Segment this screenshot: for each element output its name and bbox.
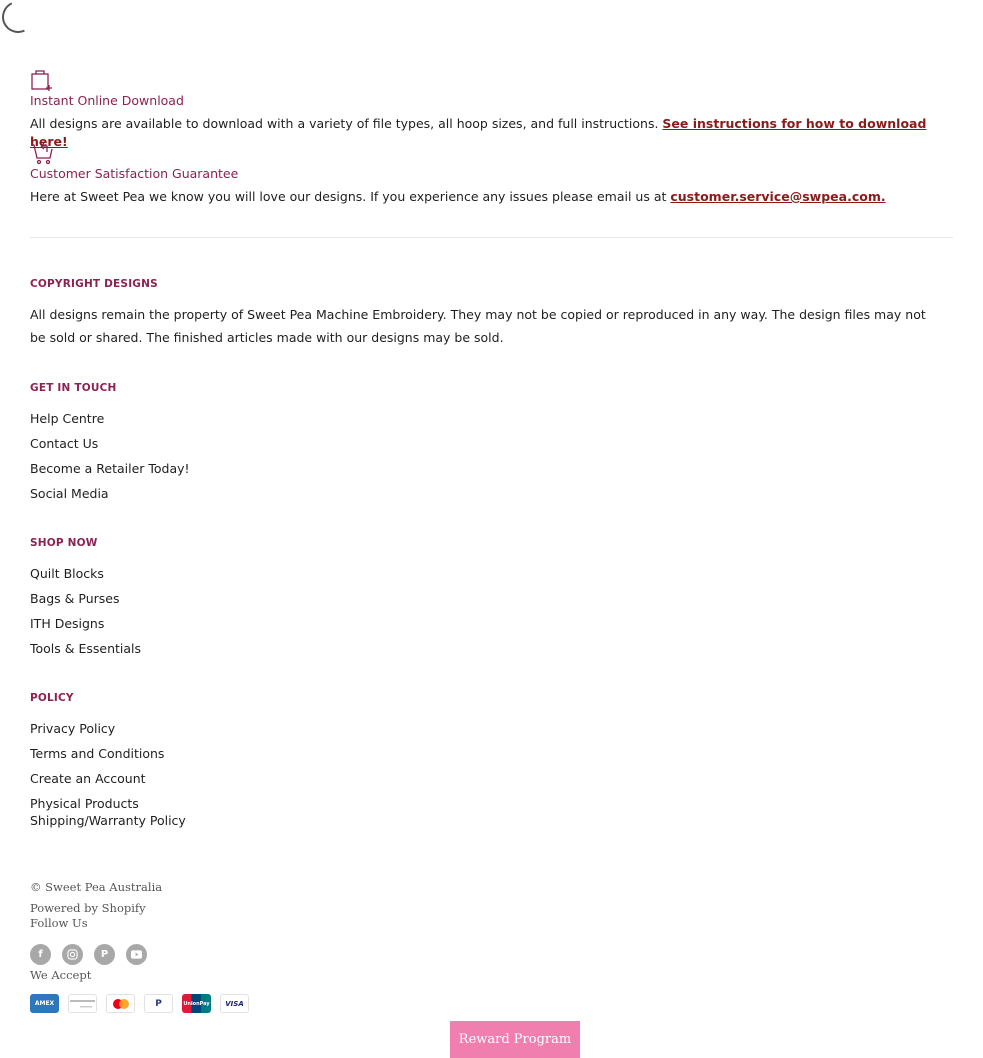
shopping-bag-plus-icon [30, 68, 54, 92]
social-links [30, 944, 147, 965]
shop-now-links [30, 561, 141, 661]
unionpay-icon: UnionPay [182, 994, 211, 1013]
facebook-icon[interactable]: f [30, 944, 51, 965]
copyright-text: All designs remain the property of Sweet Pea Machine Embroidery. They may not be copied or reproduced in any way. The design files may not be sold or shared. The finished articles made with our designs may be sold. [30, 307, 926, 345]
feature-description: Here at Sweet Pea we know you will love our designs. If you experience any issues please email us at [30, 189, 667, 204]
policy-links [30, 716, 186, 829]
divider [30, 237, 953, 238]
link-bags-purses[interactable]: Bags & Purses [30, 591, 120, 606]
reward-program-button[interactable]: Reward Program [450, 1021, 580, 1058]
pinterest-icon[interactable]: P [94, 944, 115, 965]
payment-methods [30, 994, 249, 1013]
feature-text [30, 188, 953, 206]
mastercard-icon [106, 994, 135, 1013]
link-contact-us[interactable]: Contact Us [30, 436, 99, 451]
copyright-heading: COPYRIGHT DESIGNS [30, 278, 158, 290]
link-physical-products[interactable]: Physical Products [30, 796, 139, 811]
cart-return-icon [30, 141, 54, 165]
paypal-icon: P [144, 994, 173, 1013]
link-ith-designs[interactable]: ITH Designs [30, 616, 105, 631]
link-privacy-policy[interactable]: Privacy Policy [30, 721, 116, 736]
link-create-account[interactable]: Create an Account [30, 771, 146, 786]
amex-icon: AMEX [30, 994, 59, 1013]
instagram-icon[interactable] [62, 944, 83, 965]
link-tools-essentials[interactable]: Tools & Essentials [30, 641, 142, 656]
feature-title: Instant Online Download [30, 93, 184, 108]
link-quilt-blocks[interactable]: Quilt Blocks [30, 566, 104, 581]
get-in-touch-heading: GET IN TOUCH [30, 382, 117, 394]
feature-satisfaction-guarantee [30, 141, 953, 206]
shop-now-heading: SHOP NOW [30, 537, 98, 549]
customer-service-email-link[interactable]: customer.service@swpea.com. [670, 189, 886, 204]
feature-description: All designs are available to download with a variety of file types, all hoop sizes, and full instructions. [30, 116, 659, 131]
powered-by-link[interactable]: Powered by Shopify [30, 901, 146, 915]
policy-heading: POLICY [30, 692, 74, 704]
loading-spinner-icon [0, 0, 39, 38]
store-copyright: © Sweet Pea Australia [30, 880, 163, 894]
follow-us-label: Follow Us [30, 916, 88, 930]
link-help-centre[interactable]: Help Centre [30, 411, 105, 426]
link-become-retailer[interactable]: Become a Retailer Today! [30, 461, 190, 476]
feature-title: Customer Satisfaction Guarantee [30, 166, 239, 181]
feature-instant-download [30, 68, 953, 151]
link-social-media[interactable]: Social Media [30, 486, 109, 501]
we-accept-label: We Accept [30, 968, 92, 982]
youtube-icon[interactable] [126, 944, 147, 965]
get-in-touch-links [30, 406, 190, 506]
generic-card-icon [68, 994, 97, 1013]
link-terms-conditions[interactable]: Terms and Conditions [30, 746, 165, 761]
visa-icon: VISA [220, 994, 249, 1013]
download-instructions-link[interactable]: See instructions for how to download here! [30, 116, 927, 149]
link-shipping-warranty[interactable]: Shipping/Warranty Policy [30, 813, 186, 828]
